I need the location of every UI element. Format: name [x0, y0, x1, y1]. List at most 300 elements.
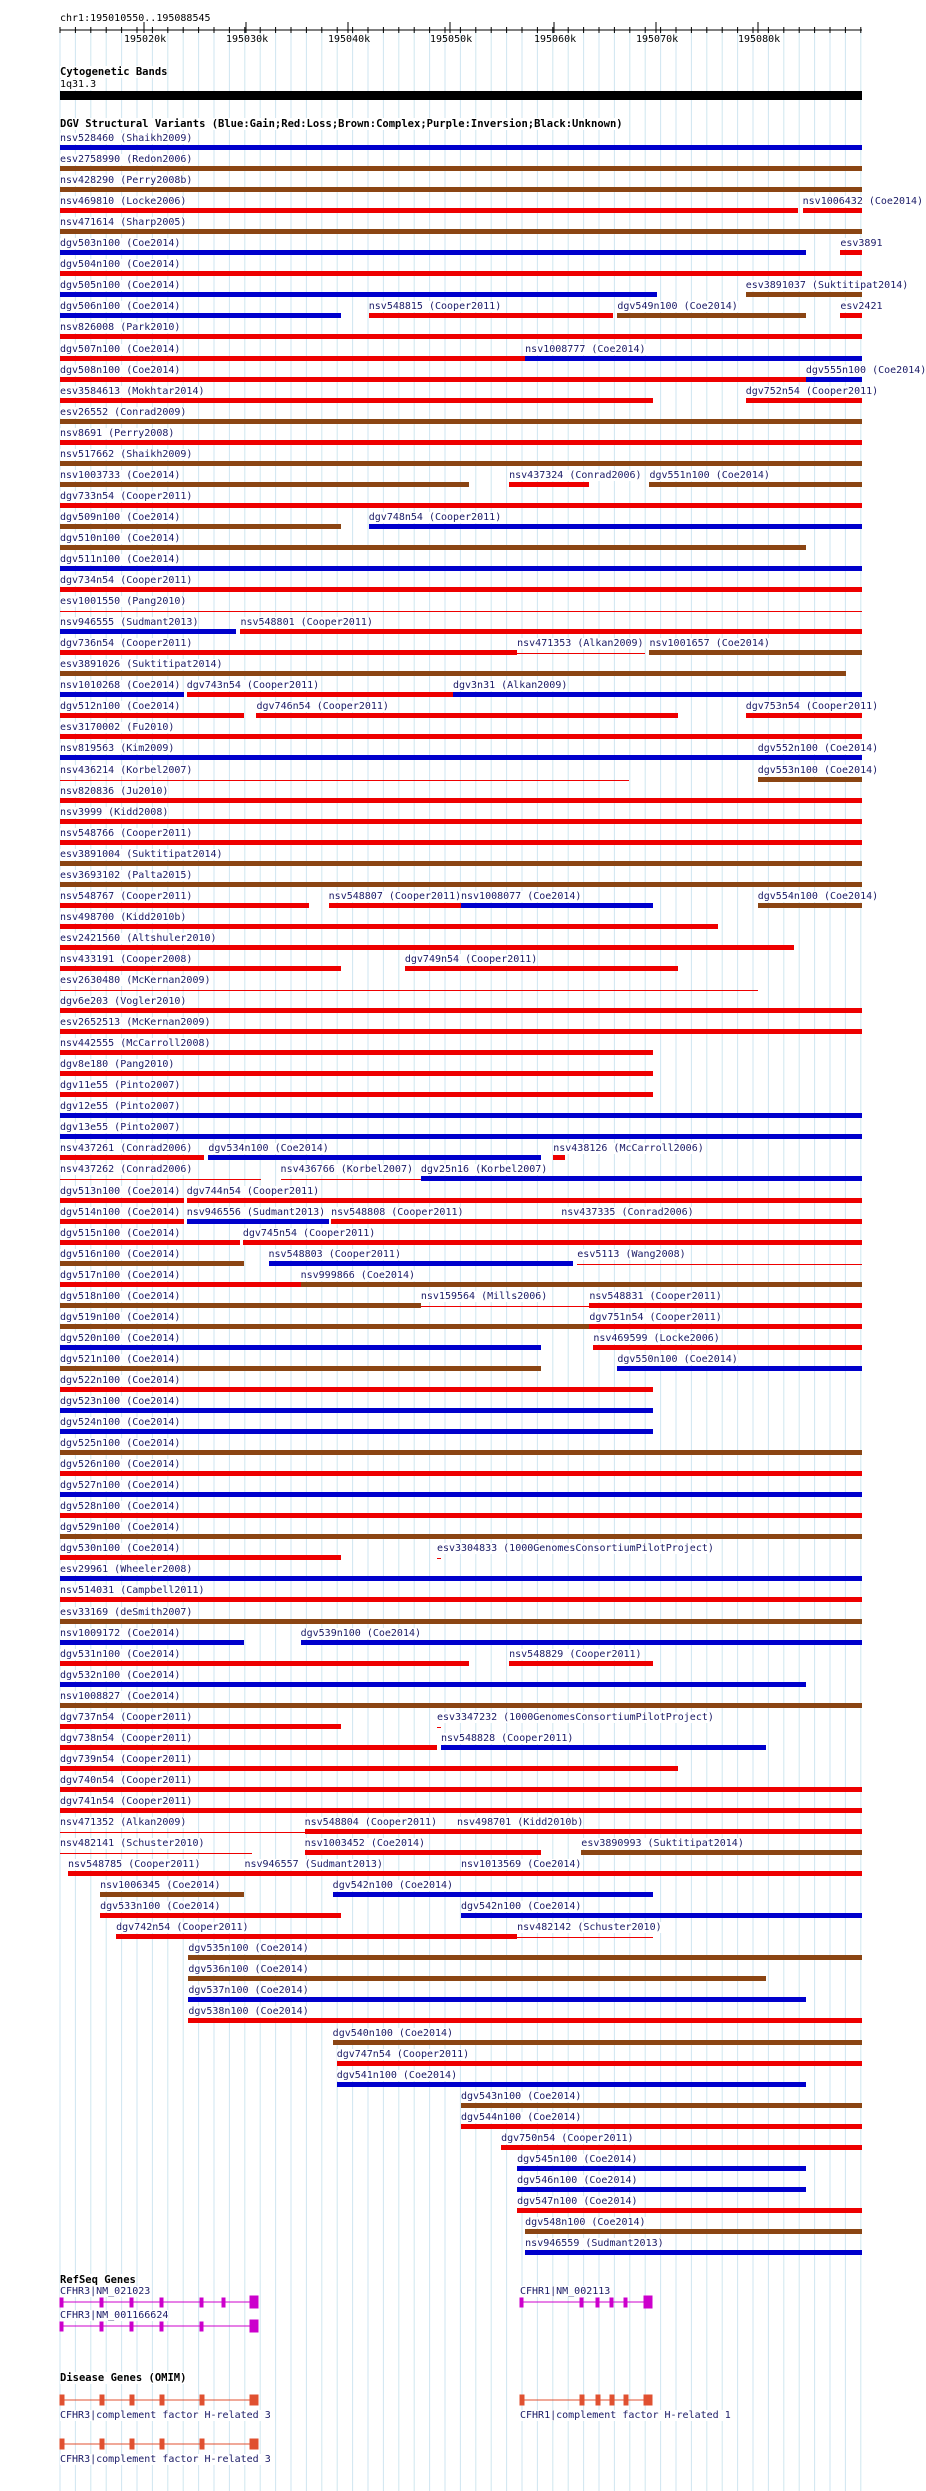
variant-label: dgv544n100 (Coe2014)	[461, 2111, 582, 2123]
variant-bar[interactable]	[305, 1850, 542, 1855]
variant-label: dgv549n100 (Coe2014)	[617, 301, 738, 313]
variant-label: dgv525n100 (Coe2014)	[60, 1438, 181, 1450]
variant-label: dgv749n54 (Cooper2011)	[404, 953, 538, 965]
variant-bar[interactable]	[301, 1640, 862, 1645]
variant-label: nsv548801 (Cooper2011)	[240, 617, 373, 629]
variant-bar[interactable]	[803, 208, 862, 213]
variant-bar[interactable]	[60, 1050, 653, 1055]
variant-bar[interactable]	[461, 903, 653, 908]
variant-bar[interactable]	[501, 2145, 862, 2150]
variant-label: nsv820836 (Ju2010)	[60, 785, 169, 797]
variant-bar[interactable]	[60, 1303, 421, 1308]
variant-label: nsv548807 (Cooper2011)	[328, 890, 462, 902]
variant-label: nsv1006345 (Coe2014)	[100, 1880, 221, 1892]
variant-bar[interactable]	[461, 1913, 862, 1918]
variant-label: nsv1009172 (Coe2014)	[60, 1627, 181, 1639]
variant-label: nsv3999 (Kidd2008)	[60, 806, 169, 818]
variant-label: dgv516n100 (Coe2014)	[60, 1248, 181, 1260]
variant-label: dgv512n100 (Coe2014)	[60, 701, 181, 713]
ruler-tick-label: 195040k	[328, 34, 371, 45]
variant-label: dgv532n100 (Coe2014)	[60, 1669, 181, 1681]
variant-bar[interactable]	[60, 1853, 252, 1854]
variant-label: nsv1006432 (Coe2014)	[802, 196, 924, 208]
variant-bar[interactable]	[60, 1387, 653, 1392]
variant-label: dgv521n100 (Coe2014)	[60, 1353, 181, 1365]
variant-label: nsv438126 (McCarroll2006)	[553, 1143, 704, 1155]
variant-bar[interactable]	[60, 1092, 653, 1097]
variant-bar[interactable]	[517, 2166, 806, 2171]
variant-bar[interactable]	[333, 1892, 654, 1897]
variant-bar[interactable]	[649, 482, 862, 487]
variant-label: dgv527n100 (Coe2014)	[60, 1480, 181, 1492]
variant-bar[interactable]	[60, 398, 653, 403]
variant-bar[interactable]	[60, 924, 718, 929]
variant-bar[interactable]	[60, 1324, 589, 1329]
variant-bar[interactable]	[60, 1471, 862, 1476]
variant-bar[interactable]	[649, 650, 862, 655]
variant-bar[interactable]	[60, 1071, 653, 1076]
variant-bar[interactable]	[60, 334, 862, 339]
variant-label: dgv554n100 (Coe2014)	[757, 890, 879, 902]
variant-bar[interactable]	[60, 882, 862, 887]
variant-label: esv2421	[840, 301, 883, 313]
variant-bar[interactable]	[60, 482, 469, 487]
variant-label: dgv734n54 (Cooper2011)	[60, 575, 193, 587]
variant-bar[interactable]	[60, 461, 862, 466]
variant-bar[interactable]	[60, 1345, 541, 1350]
variant-bar[interactable]	[60, 713, 244, 718]
refseq-gene-cfhr3-b[interactable]: CFHR3|NM_001166624	[60, 2310, 169, 2321]
variant-label: dgv551n100 (Coe2014)	[649, 469, 770, 481]
variant-bar[interactable]	[60, 566, 862, 571]
variant-bar[interactable]	[60, 1787, 862, 1792]
variant-bar[interactable]	[60, 819, 862, 824]
variant-bar[interactable]	[60, 1766, 678, 1771]
variant-bar[interactable]	[60, 145, 862, 150]
variant-bar[interactable]	[187, 1198, 862, 1203]
variant-label: dgv555n100 (Coe2014)	[805, 364, 926, 376]
variant-label: dgv733n54 (Cooper2011)	[60, 490, 193, 502]
variant-label: dgv737n54 (Cooper2011)	[60, 1711, 193, 1723]
variant-label: dgv511n100 (Coe2014)	[60, 554, 181, 565]
variant-label: dgv739n54 (Cooper2011)	[60, 1753, 193, 1765]
variant-bar[interactable]	[525, 2250, 862, 2255]
variant-bar[interactable]	[100, 1892, 244, 1897]
variant-bar[interactable]	[60, 313, 341, 318]
variant-label: nsv433191 (Cooper2008)	[60, 953, 193, 965]
variant-bar[interactable]	[441, 1745, 766, 1750]
variant-label: nsv159564 (Mills2006)	[420, 1290, 548, 1302]
variant-label: dgv536n100 (Coe2014)	[188, 1964, 309, 1976]
variant-label: nsv548766 (Cooper2011)	[60, 827, 193, 839]
variant-label: dgv535n100 (Coe2014)	[188, 1943, 309, 1955]
variant-label: dgv529n100 (Coe2014)	[60, 1522, 181, 1534]
variant-bar[interactable]	[244, 1871, 461, 1876]
variant-label: dgv751n54 (Cooper2011)	[589, 1311, 722, 1323]
variant-bar[interactable]	[60, 1745, 437, 1750]
variant-label: dgv507n100 (Coe2014)	[60, 343, 181, 355]
variant-bar[interactable]	[369, 313, 614, 318]
variant-bar[interactable]	[60, 629, 236, 634]
variant-label: dgv515n100 (Coe2014)	[60, 1227, 181, 1239]
ruler-tick-label: 195080k	[738, 34, 781, 45]
variant-label: nsv1008827 (Coe2014)	[60, 1690, 181, 1702]
variant-bar[interactable]	[461, 2124, 862, 2129]
variant-bar[interactable]	[453, 692, 862, 697]
variant-bar[interactable]	[60, 1240, 240, 1245]
variant-bar[interactable]	[60, 229, 862, 234]
variant-label: dgv548n100 (Coe2014)	[525, 2216, 646, 2228]
variant-bar[interactable]	[187, 1219, 329, 1224]
variant-label: nsv482141 (Schuster2010)	[60, 1838, 205, 1850]
variant-bar[interactable]	[60, 356, 525, 361]
variant-label: nsv548829 (Cooper2011)	[509, 1648, 642, 1660]
variant-bar[interactable]	[60, 419, 862, 424]
coordinates-label: chr1:195010550..195088545	[60, 13, 211, 24]
variant-label: dgv11e55 (Pinto2007)	[60, 1080, 181, 1092]
variant-bar[interactable]	[329, 903, 461, 908]
variant-label: dgv523n100 (Coe2014)	[60, 1396, 181, 1407]
variant-bar[interactable]	[60, 671, 846, 676]
variant-bar[interactable]	[60, 187, 862, 192]
variant-bar[interactable]	[589, 1303, 862, 1308]
variant-bar[interactable]	[437, 1558, 441, 1559]
variant-bar[interactable]	[525, 2229, 862, 2234]
variant-label: dgv745n54 (Cooper2011)	[242, 1227, 376, 1239]
variant-bar[interactable]	[421, 1176, 862, 1181]
variant-bar[interactable]	[60, 1682, 806, 1687]
variant-label: nsv482142 (Schuster2010)	[517, 1922, 662, 1934]
variant-label: nsv1008077 (Coe2014)	[461, 890, 582, 902]
variant-bar[interactable]	[333, 2040, 862, 2045]
variant-label: nsv826008 (Park2010)	[60, 322, 181, 334]
variant-bar[interactable]	[461, 2103, 862, 2108]
variant-bar[interactable]	[116, 1934, 517, 1939]
omim-gene-cfhr1[interactable]: CFHR1|complement factor H-related 1	[520, 2410, 731, 2421]
variant-bar[interactable]	[746, 292, 862, 297]
variant-label: nsv1001657 (Coe2014)	[649, 638, 770, 650]
variant-label: nsv517662 (Shaikh2009)	[60, 448, 193, 460]
variant-bar[interactable]	[60, 1366, 541, 1371]
variant-label: dgv553n100 (Coe2014)	[757, 764, 879, 776]
variant-bar[interactable]	[60, 650, 517, 655]
variant-bar[interactable]	[840, 313, 862, 318]
variant-bar[interactable]	[517, 1937, 653, 1938]
variant-label: dgv748n54 (Cooper2011)	[368, 511, 502, 523]
variant-label: dgv514n100 (Coe2014)	[60, 1206, 181, 1218]
variant-label: dgv506n100 (Coe2014)	[60, 301, 181, 313]
variant-label: nsv548808 (Cooper2011)	[331, 1206, 464, 1218]
variant-label: dgv531n100 (Coe2014)	[60, 1648, 181, 1660]
variant-bar[interactable]	[60, 524, 341, 529]
variant-bar[interactable]	[461, 1871, 862, 1876]
variant-label: dgv747n54 (Cooper2011)	[336, 2048, 470, 2060]
variant-label: nsv548804 (Cooper2011)	[304, 1817, 438, 1828]
variant-bar[interactable]	[60, 1155, 204, 1160]
variant-bar[interactable]	[60, 1134, 862, 1139]
variant-bar[interactable]	[457, 1829, 862, 1834]
variant-label: nsv471614 (Sharp2005)	[60, 217, 187, 229]
variant-bar[interactable]	[617, 1366, 862, 1371]
variant-label: esv26552 (Conrad2009)	[60, 406, 187, 418]
variant-label: esv2758990 (Redon2006)	[60, 154, 193, 166]
variant-bar[interactable]	[60, 1597, 862, 1602]
variant-bar[interactable]	[60, 1008, 862, 1013]
variant-bar[interactable]	[758, 755, 862, 760]
variant-bar[interactable]	[509, 1661, 653, 1666]
variant-label: esv2630480 (McKernan2009)	[60, 975, 211, 986]
variant-label: nsv1003733 (Coe2014)	[60, 469, 181, 481]
variant-bar[interactable]	[187, 692, 453, 697]
variant-label: dgv542n100 (Coe2014)	[332, 1880, 454, 1892]
variant-bar[interactable]	[517, 2208, 862, 2213]
variant-label: dgv528n100 (Coe2014)	[60, 1501, 181, 1513]
variant-bar[interactable]	[517, 653, 645, 654]
variant-bar[interactable]	[60, 780, 629, 781]
variant-label: nsv946555 (Sudmant2013)	[60, 617, 199, 629]
variant-bar[interactable]	[60, 1661, 469, 1666]
variant-bar[interactable]	[60, 734, 862, 739]
variant-label: nsv471353 (Alkan2009)	[517, 638, 644, 650]
variant-bar[interactable]	[256, 713, 677, 718]
variant-bar[interactable]	[60, 1724, 341, 1729]
variant-label: nsv437324 (Conrad2006)	[509, 469, 642, 481]
variant-bar[interactable]	[60, 1450, 862, 1455]
variant-label: dgv513n100 (Coe2014)	[60, 1185, 181, 1197]
variant-bar[interactable]	[60, 692, 184, 697]
variant-label: esv3584613 (Mokhtar2014)	[60, 385, 205, 397]
variant-bar[interactable]	[68, 1871, 244, 1876]
variant-bar[interactable]	[60, 1640, 244, 1645]
variant-bar[interactable]	[421, 1306, 589, 1307]
variant-bar[interactable]	[60, 945, 794, 950]
variant-bar[interactable]	[517, 2187, 806, 2192]
variant-bar[interactable]	[60, 1832, 305, 1833]
variant-bar[interactable]	[301, 1282, 862, 1287]
variant-bar[interactable]	[337, 2061, 862, 2066]
variant-label: dgv750n54 (Cooper2011)	[501, 2132, 634, 2144]
variant-label: dgv738n54 (Cooper2011)	[60, 1732, 193, 1744]
variant-bar[interactable]	[617, 313, 805, 318]
variant-bar[interactable]	[188, 1955, 862, 1960]
variant-label: nsv548803 (Cooper2011)	[268, 1248, 401, 1260]
variant-label: dgv510n100 (Coe2014)	[60, 532, 181, 544]
variant-bar[interactable]	[60, 166, 862, 171]
variant-label: dgv503n100 (Coe2014)	[60, 238, 181, 250]
variant-bar[interactable]	[60, 1492, 862, 1497]
variant-bar[interactable]	[240, 629, 862, 634]
variant-bar[interactable]	[553, 1155, 565, 1160]
variant-label: dgv504n100 (Coe2014)	[60, 259, 181, 271]
variant-bar[interactable]	[60, 1808, 862, 1813]
variant-bar[interactable]	[60, 1703, 862, 1708]
variant-bar[interactable]	[561, 1222, 685, 1223]
variant-label: dgv550n100 (Coe2014)	[617, 1353, 738, 1365]
variant-label: dgv744n54 (Cooper2011)	[186, 1185, 320, 1197]
variant-label: nsv528460 (Shaikh2009)	[60, 133, 193, 144]
variant-label: nsv548828 (Cooper2011)	[440, 1732, 574, 1744]
variant-bar[interactable]	[60, 440, 862, 445]
variant-label: dgv534n100 (Coe2014)	[208, 1143, 329, 1155]
cytoband-label: 1q31.3	[60, 79, 97, 90]
refseq-gene-cfhr1[interactable]: CFHR1|NM_002113	[520, 2286, 611, 2297]
variant-label: nsv498700 (Kidd2010b)	[60, 911, 187, 923]
variant-bar[interactable]	[305, 1829, 457, 1834]
dgv-title: DGV Structural Variants (Blue:Gain;Red:Loss;Brown:Complex;Purple:Inversion;Black:Unknown)	[60, 118, 623, 130]
variant-bar[interactable]	[60, 1619, 862, 1624]
omim-gene-cfhr3-a[interactable]: CFHR3|complement factor H-related 3	[60, 2410, 271, 2421]
variant-label: esv3891004 (Suktitipat2014)	[60, 848, 223, 860]
variant-bar[interactable]	[746, 713, 862, 718]
variant-label: nsv548785 (Cooper2011)	[68, 1859, 201, 1871]
variant-label: dgv742n54 (Cooper2011)	[116, 1922, 249, 1934]
variant-bar[interactable]	[60, 1282, 301, 1287]
variant-label: nsv946559 (Sudmant2013)	[525, 2238, 664, 2249]
variant-label: nsv819563 (Kim2009)	[60, 743, 175, 755]
variant-bar[interactable]	[60, 611, 862, 612]
variant-bar[interactable]	[60, 1534, 862, 1539]
variant-bar[interactable]	[60, 1429, 653, 1434]
variant-bar[interactable]	[577, 1264, 862, 1265]
ruler-tick-label: 195070k	[636, 34, 679, 45]
variant-label: esv5113 (Wang2008)	[577, 1248, 686, 1260]
variant-bar[interactable]	[60, 1261, 244, 1266]
variant-label: dgv505n100 (Coe2014)	[60, 280, 181, 292]
variant-bar[interactable]	[60, 1219, 184, 1224]
variant-label: dgv538n100 (Coe2014)	[188, 2006, 309, 2018]
variant-bar[interactable]	[581, 1850, 862, 1855]
variant-bar[interactable]	[758, 903, 862, 908]
variant-label: dgv743n54 (Cooper2011)	[186, 680, 320, 692]
omim-title: Disease Genes (OMIM)	[60, 2372, 187, 2384]
variant-label: nsv1008777 (Coe2014)	[525, 343, 646, 355]
variant-label: esv3170002 (Fu2010)	[60, 722, 175, 734]
variant-label: dgv542n100 (Coe2014)	[461, 1901, 582, 1913]
variant-bar[interactable]	[100, 1913, 341, 1918]
variant-bar[interactable]	[60, 1113, 862, 1118]
variant-label: esv3891026 (Suktitipat2014)	[60, 659, 223, 671]
variant-bar[interactable]	[60, 208, 798, 213]
variant-label: esv3890993 (Suktitipat2014)	[581, 1838, 744, 1850]
variant-label: nsv436214 (Korbel2007)	[60, 764, 193, 776]
variant-label: esv29961 (Wheeler2008)	[60, 1564, 193, 1576]
variant-bar[interactable]	[60, 755, 758, 760]
variant-label: esv3693102 (Palta2015)	[60, 869, 193, 881]
cytoband-title: Cytogenetic Bands	[60, 66, 168, 78]
variant-bar[interactable]	[60, 840, 862, 845]
variant-label: esv2421560 (Altshuler2010)	[60, 932, 217, 944]
variant-bar[interactable]	[806, 377, 862, 382]
variant-bar[interactable]	[840, 250, 862, 255]
variant-bar[interactable]	[188, 1997, 806, 2002]
variant-label: dgv530n100 (Coe2014)	[60, 1543, 181, 1555]
variant-bar[interactable]	[60, 861, 862, 866]
variant-bar[interactable]	[60, 587, 862, 592]
variant-bar[interactable]	[60, 903, 309, 908]
variant-label: nsv471352 (Alkan2009)	[60, 1817, 187, 1828]
variant-bar[interactable]	[589, 1324, 862, 1329]
variant-bar[interactable]	[437, 1727, 441, 1728]
variant-label: dgv517n100 (Coe2014)	[60, 1269, 181, 1281]
variant-bar[interactable]	[509, 482, 589, 487]
variant-bar[interactable]	[60, 503, 862, 508]
variant-bar[interactable]	[60, 1408, 653, 1413]
variant-label: nsv437335 (Conrad2006)	[561, 1206, 694, 1218]
variant-label: dgv746n54 (Cooper2011)	[256, 701, 389, 713]
variant-label: nsv1003452 (Coe2014)	[304, 1838, 426, 1850]
variant-bar[interactable]	[281, 1179, 421, 1180]
ruler-tick-label: 195030k	[226, 34, 269, 45]
variant-bar[interactable]	[60, 1513, 862, 1518]
variant-label: esv3304833 (1000GenomesConsortiumPilotProject)	[436, 1543, 714, 1555]
variant-bar[interactable]	[758, 777, 862, 782]
variant-label: nsv498701 (Kidd2010b)	[456, 1817, 584, 1828]
variant-label: dgv508n100 (Coe2014)	[60, 364, 181, 376]
variant-bar[interactable]	[593, 1345, 862, 1350]
variant-bar[interactable]	[525, 356, 862, 361]
variant-bar[interactable]	[746, 398, 862, 403]
variant-label: dgv740n54 (Cooper2011)	[60, 1774, 193, 1786]
variant-bar[interactable]	[208, 1155, 541, 1160]
omim-gene-cfhr3-b[interactable]: CFHR3|complement factor H-related 3	[60, 2454, 271, 2465]
variant-label: dgv533n100 (Coe2014)	[100, 1901, 221, 1913]
variant-label: dgv741n54 (Cooper2011)	[60, 1795, 193, 1807]
variant-label: nsv548831 (Cooper2011)	[589, 1290, 722, 1302]
variant-bar[interactable]	[60, 377, 806, 382]
variant-label: nsv436766 (Korbel2007)	[280, 1164, 413, 1176]
variant-label: dgv6e203 (Vogler2010)	[60, 996, 187, 1008]
variant-bar[interactable]	[188, 1976, 765, 1981]
variant-label: esv3347232 (1000GenomesConsortiumPilotProject)	[436, 1711, 714, 1723]
variant-label: dgv736n54 (Cooper2011)	[60, 638, 193, 650]
variant-label: nsv437261 (Conrad2006)	[60, 1143, 193, 1155]
refseq-gene-cfhr3-a[interactable]: CFHR3|NM_021023	[60, 2286, 151, 2297]
variant-label: dgv539n100 (Coe2014)	[300, 1627, 422, 1639]
variant-label: dgv13e55 (Pinto2007)	[60, 1122, 181, 1134]
variant-bar[interactable]	[60, 1179, 261, 1180]
variant-label: dgv524n100 (Coe2014)	[60, 1417, 181, 1429]
ruler-tick-label: 195050k	[430, 34, 473, 45]
variant-bar[interactable]	[337, 2082, 806, 2087]
variant-bar[interactable]	[269, 1261, 574, 1266]
variant-bar[interactable]	[60, 1029, 862, 1034]
variant-bar[interactable]	[60, 292, 657, 297]
variant-label: nsv548767 (Cooper2011)	[60, 890, 193, 902]
variant-bar[interactable]	[60, 990, 758, 991]
variant-label: nsv1010268 (Coe2014)	[60, 680, 181, 692]
variant-bar[interactable]	[60, 1555, 341, 1560]
variant-bar[interactable]	[60, 1198, 184, 1203]
variant-label: dgv545n100 (Coe2014)	[517, 2153, 638, 2165]
variant-bar[interactable]	[369, 524, 862, 529]
variant-bar[interactable]	[60, 1576, 862, 1581]
variant-label: nsv428290 (Perry2008b)	[60, 175, 193, 187]
ruler-tick-label: 195020k	[124, 34, 167, 45]
variant-label: nsv8691 (Perry2008)	[60, 427, 175, 439]
variant-bar[interactable]	[60, 250, 806, 255]
variant-label: dgv540n100 (Coe2014)	[332, 2027, 454, 2039]
variant-bar[interactable]	[405, 966, 678, 971]
variant-bar[interactable]	[60, 271, 862, 276]
variant-bar[interactable]	[60, 545, 806, 550]
variant-label: nsv548815 (Cooper2011)	[368, 301, 502, 313]
variant-label: esv33169 (deSmith2007)	[60, 1606, 193, 1618]
variant-label: nsv437262 (Conrad2006)	[60, 1164, 193, 1176]
variant-bar[interactable]	[188, 2018, 862, 2023]
variant-bar[interactable]	[60, 798, 862, 803]
variant-bar[interactable]	[243, 1240, 862, 1245]
variant-bar[interactable]	[60, 966, 341, 971]
